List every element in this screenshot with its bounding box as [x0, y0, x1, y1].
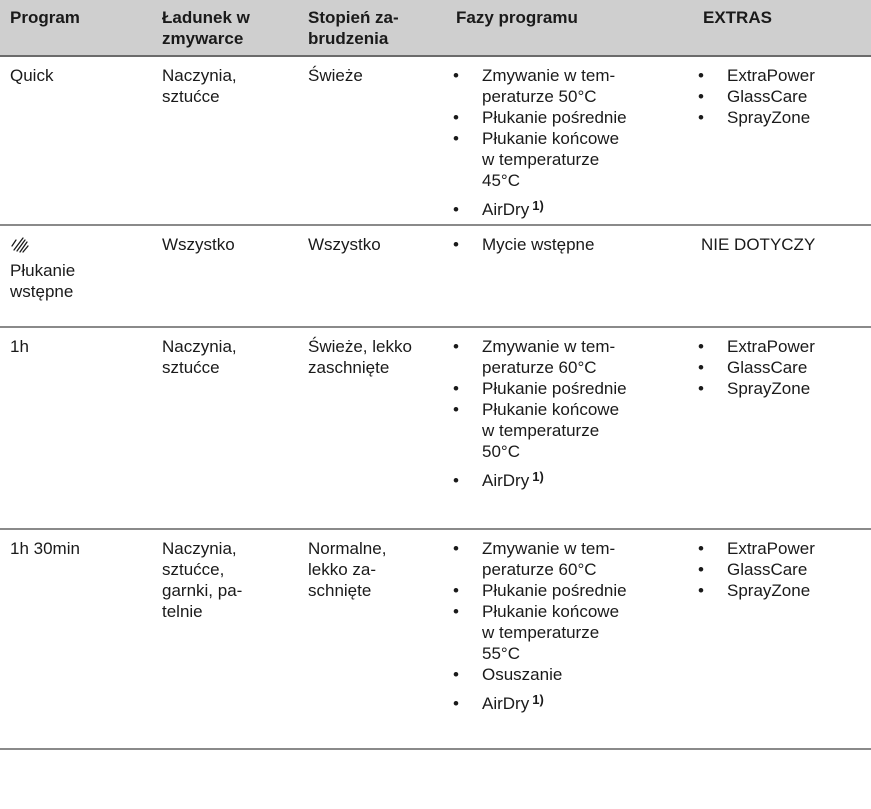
cell-extras — [693, 225, 871, 327]
table-row — [0, 225, 871, 327]
extras-list — [695, 65, 865, 128]
phase-item: • Płukanie pośrednie — [450, 580, 687, 601]
phase-item: • Płukanie pośrednie — [450, 378, 687, 399]
header-extras-label: EXTRAS — [703, 8, 772, 27]
extra-item: • ExtraPower — [695, 65, 865, 86]
cell-extras — [693, 529, 871, 749]
soil-text: Normalne, lekko za- schnięte — [308, 539, 387, 600]
extras-list — [695, 538, 865, 601]
cell-program — [0, 225, 152, 327]
footnote-mark: 1) — [532, 198, 544, 213]
cell-load — [152, 225, 298, 327]
phase-item-label: AirDry — [482, 200, 530, 219]
header-load-label: Ładunek w zmywarce — [162, 8, 250, 48]
header-phases — [446, 0, 693, 56]
cell-soil — [298, 327, 446, 529]
footnote-mark: 1) — [532, 692, 544, 707]
phase-list — [450, 538, 687, 714]
cell-extras — [693, 56, 871, 225]
cell-program — [0, 56, 152, 225]
load-text: Naczynia, sztućce — [162, 337, 237, 377]
table-row — [0, 327, 871, 529]
phase-item: • Płukanie końcowe w temperaturze 50°C — [450, 399, 687, 462]
phase-list — [450, 234, 687, 255]
extra-item: • GlassCare — [695, 357, 865, 378]
extra-item: • ExtraPower — [695, 336, 865, 357]
phase-item: • Zmywanie w tem- peraturze 60°C — [450, 336, 687, 378]
load-text: Wszystko — [162, 235, 235, 254]
extra-item: • SprayZone — [695, 107, 865, 128]
extras-list — [695, 336, 865, 399]
footnote-mark: 1) — [532, 469, 544, 484]
load-text: Naczynia, sztućce, garnki, pa- telnie — [162, 539, 243, 621]
cell-phases — [446, 529, 693, 749]
program-name: 1h — [10, 337, 29, 356]
header-program — [0, 0, 152, 56]
header-soil-label: Stopień za- brudzenia — [308, 8, 399, 48]
program-name: 1h 30min — [10, 539, 80, 558]
soil-text: Wszystko — [308, 235, 381, 254]
phase-item — [450, 470, 687, 491]
phase-item-label: AirDry — [482, 471, 530, 490]
phase-list — [450, 336, 687, 491]
extra-item: • SprayZone — [695, 378, 865, 399]
phase-item: • Mycie wstępne — [450, 234, 687, 255]
phase-item: • Zmywanie w tem- peraturze 60°C — [450, 538, 687, 580]
extra-item: • ExtraPower — [695, 538, 865, 559]
phase-item-label: AirDry — [482, 694, 530, 713]
cell-program — [0, 327, 152, 529]
header-soil — [298, 0, 446, 56]
soil-text: Świeże, lekko zaschnięte — [308, 337, 412, 377]
soil-text: Świeże — [308, 66, 363, 85]
header-phases-label: Fazy programu — [456, 8, 578, 27]
header-load — [152, 0, 298, 56]
header-extras — [693, 0, 871, 56]
phase-item: • Płukanie końcowe w temperaturze 55°C — [450, 601, 687, 664]
table-row — [0, 56, 871, 225]
extra-item: • GlassCare — [695, 559, 865, 580]
cell-soil — [298, 225, 446, 327]
cell-load — [152, 327, 298, 529]
table-row — [0, 529, 871, 749]
prewash-spray-icon — [10, 234, 30, 254]
phase-item: • Zmywanie w tem- peraturze 50°C — [450, 65, 687, 107]
load-text: Naczynia, sztućce — [162, 66, 237, 106]
header-program-label: Program — [10, 8, 80, 27]
table-header-row — [0, 0, 871, 56]
cell-load — [152, 529, 298, 749]
cell-phases — [446, 225, 693, 327]
phase-item: • Płukanie końcowe w temperaturze 45°C — [450, 128, 687, 191]
phase-item: • Płukanie pośrednie — [450, 107, 687, 128]
extra-item: • SprayZone — [695, 580, 865, 601]
phase-item: • Osuszanie — [450, 664, 687, 685]
cell-soil — [298, 529, 446, 749]
program-name: Quick — [10, 66, 54, 85]
extras-text: NIE DOTYCZY — [701, 235, 816, 254]
cell-load — [152, 56, 298, 225]
cell-program — [0, 529, 152, 749]
cell-phases — [446, 56, 693, 225]
cell-soil — [298, 56, 446, 225]
extra-item: • GlassCare — [695, 86, 865, 107]
cell-extras — [693, 327, 871, 529]
program-name: Płukanie wstępne — [10, 261, 76, 301]
phase-item — [450, 693, 687, 714]
phase-item — [450, 199, 687, 220]
cell-phases — [446, 327, 693, 529]
phase-list — [450, 65, 687, 220]
